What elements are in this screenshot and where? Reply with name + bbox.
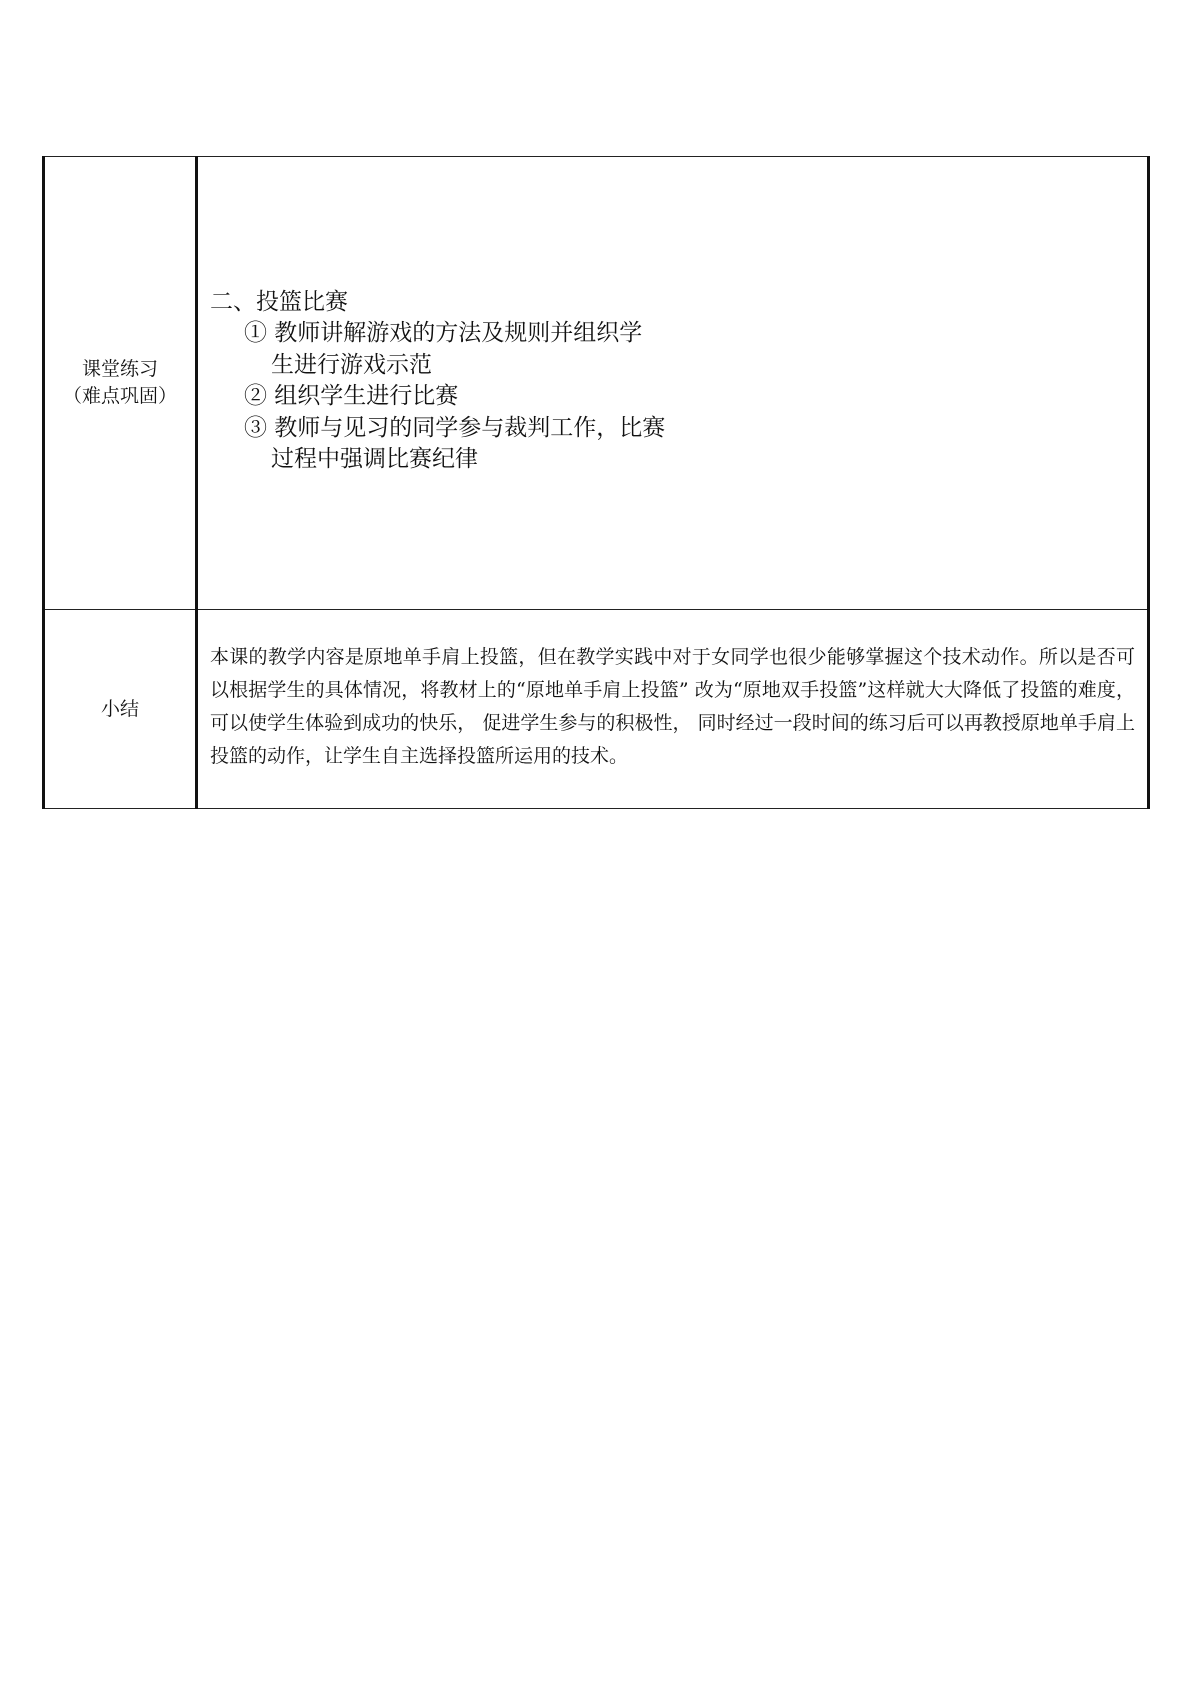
practice-label-line1: 课堂练习	[81, 358, 158, 380]
practice-item-1-line-1: ① 教师讲解游戏的方法及规则并组织学	[244, 320, 643, 346]
practice-content-cell	[197, 157, 1149, 610]
practice-heading: 二、投篮比赛	[210, 288, 348, 315]
summary-content-cell	[197, 610, 1149, 809]
practice-item-3-line-1: ③ 教师与见习的同学参与裁判工作，比赛	[244, 414, 666, 441]
practice-item-2: ② 组织学生进行比赛	[244, 383, 459, 409]
table-row-practice	[44, 157, 1149, 610]
practice-label-cell	[44, 157, 197, 610]
practice-content	[198, 287, 1147, 476]
lesson-plan-table	[42, 156, 1150, 809]
practice-item-1-line-2: 生进行游戏示范	[271, 351, 432, 378]
summary-label-cell	[44, 610, 197, 809]
summary-text: 本课的教学内容是原地单手肩上投篮，但在教学实践中对于女同学也很少能够掌握这个技术动作。所以是否可以根据学生的具体情况，将教材上的“原地单手肩上投篮” 改为“原地双手投篮”这样就大大降低了投篮的难度，可以使学生体验到成功的快乐， 促进学生参与的积极性， 同时经过一段时间的练习后可以再教授原地单手肩上投篮的动作，让学生自主选择投篮所运用的技术。	[210, 646, 1135, 767]
table-row-summary	[44, 610, 1149, 809]
practice-item-3-line-2: 过程中强调比赛纪律	[271, 446, 478, 472]
summary-label: 小结	[100, 697, 139, 720]
practice-label-line2: （难点巩固）	[62, 385, 177, 407]
